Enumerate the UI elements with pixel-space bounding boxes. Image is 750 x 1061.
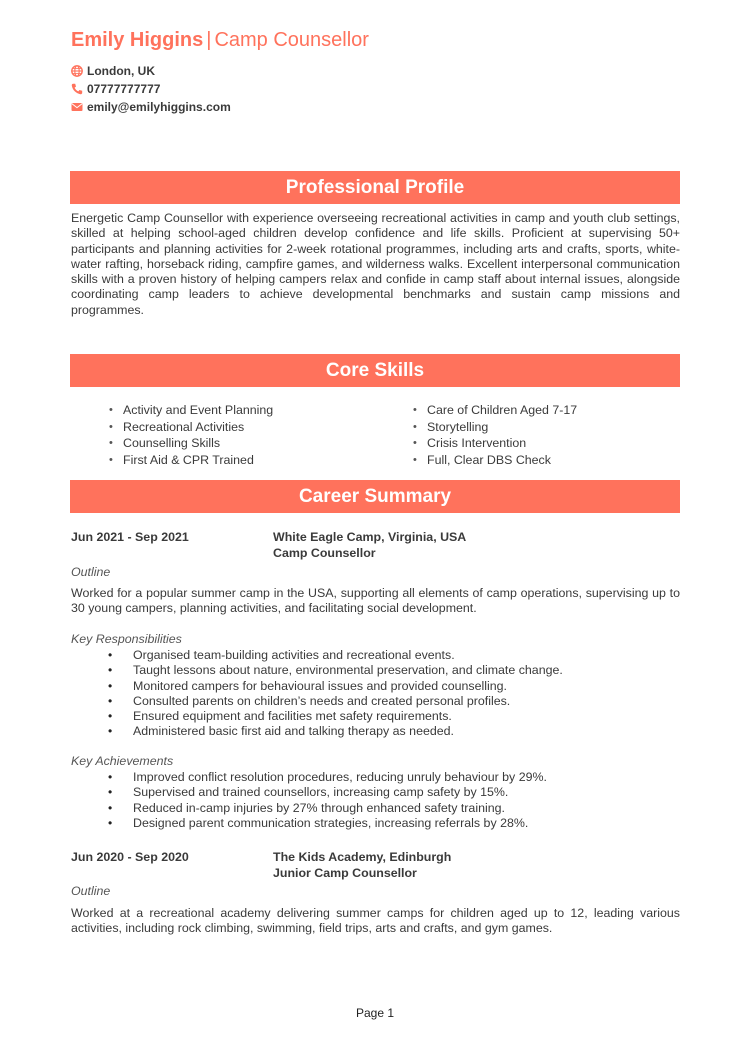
- section-heading-skills: Core Skills: [70, 354, 680, 387]
- phone-icon: [71, 83, 83, 95]
- job-employer: [273, 850, 451, 881]
- skill-item: • Crisis Intervention: [413, 435, 577, 452]
- list-item: • Monitored campers for behavioural issues and provided counselling.: [108, 679, 563, 694]
- contact-phone: [71, 81, 160, 97]
- achievements-list: [108, 770, 547, 831]
- job-outline: Worked for a popular summer camp in the USA, supporting all elements of camp operations, supervising up to 30 young campers, planning activities, and facilitating social development.: [71, 586, 680, 616]
- list-item: • Reduced in-camp injuries by 27% through enhanced safety training.: [108, 801, 547, 816]
- phone-text: 07777777777: [87, 82, 161, 96]
- skills-list-left: [109, 402, 273, 468]
- list-item: • Administered basic first aid and talking therapy as needed.: [108, 724, 563, 739]
- list-item: • Supervised and trained counsellors, increasing camp safety by 15%.: [108, 785, 547, 800]
- contact-location: [71, 63, 155, 79]
- list-item: • Taught lessons about nature, environmental preservation, and climate change.: [108, 663, 563, 678]
- job-role: Camp Counsellor: [273, 545, 376, 560]
- job-role: Junior Camp Counsellor: [273, 865, 417, 880]
- responsibilities-list: [108, 648, 563, 740]
- skills-list-right: [413, 402, 577, 468]
- email-text[interactable]: emily@emilyhiggins.com: [87, 100, 231, 114]
- contact-email: [71, 99, 231, 115]
- job-outline: Worked at a recreational academy delivering summer camps for children aged up to 12, leading various activities, including rock climbing, swimming, field trips, arts and crafts, and gym games.: [71, 906, 680, 936]
- envelope-icon: [71, 101, 83, 113]
- name-title-line: [71, 28, 369, 52]
- skill-item: • Activity and Event Planning: [109, 402, 273, 419]
- outline-label: Outline: [71, 565, 111, 579]
- job-dates: Jun 2021 - Sep 2021: [71, 530, 189, 544]
- globe-icon: [71, 65, 83, 77]
- page-number: Page 1: [355, 1006, 395, 1020]
- skill-item: • Care of Children Aged 7-17: [413, 402, 577, 419]
- section-heading-career: Career Summary: [70, 480, 680, 513]
- skill-item: • Recreational Activities: [109, 419, 273, 436]
- employer-name: The Kids Academy, Edinburgh: [273, 850, 452, 864]
- list-item: • Consulted parents on children’s needs and created personal profiles.: [108, 694, 563, 709]
- job-dates: Jun 2020 - Sep 2020: [71, 850, 189, 864]
- job-employer: [273, 530, 466, 561]
- employer-name: White Eagle Camp, Virginia, USA: [273, 530, 467, 544]
- skill-item: • Full, Clear DBS Check: [413, 452, 577, 469]
- candidate-title: Camp Counsellor: [214, 29, 369, 51]
- skill-item: • Counselling Skills: [109, 435, 273, 452]
- skill-item: • Storytelling: [413, 419, 577, 436]
- responsibilities-label: Key Responsibilities: [71, 632, 182, 646]
- outline-label: Outline: [71, 884, 111, 898]
- location-text: London, UK: [87, 64, 155, 78]
- achievements-label: Key Achievements: [71, 754, 174, 768]
- profile-paragraph: Energetic Camp Counsellor with experience overseeing recreational activities in camp and youth club settings, skilled at helping school-aged children develop confidence and life skills. Proficient at supervising 50+ participants and planning activities for 2-week rotational programmes, including arts and crafts, sports, white-water rafting, horseback riding, campfire games, and wilderness walks. Excellent interpersonal communication skills with a proven history of helping campers relax and confide in camp staff about internal issues, alongside coordinating camp leaders to achieve developmental benchmarks and sustain camp missions and programmes.: [71, 211, 680, 317]
- skill-item: • First Aid & CPR Trained: [109, 452, 273, 469]
- list-item: • Ensured equipment and facilities met safety requirements.: [108, 709, 563, 724]
- candidate-name: Emily Higgins: [71, 29, 204, 51]
- list-item: • Improved conflict resolution procedures, reducing unruly behaviour by 29%.: [108, 770, 547, 785]
- list-item: • Designed parent communication strategies, increasing referrals by 28%.: [108, 816, 547, 831]
- list-item: • Organised team-building activities and recreational events.: [108, 648, 563, 663]
- title-separator: |: [206, 29, 212, 51]
- section-heading-profile: Professional Profile: [70, 171, 680, 204]
